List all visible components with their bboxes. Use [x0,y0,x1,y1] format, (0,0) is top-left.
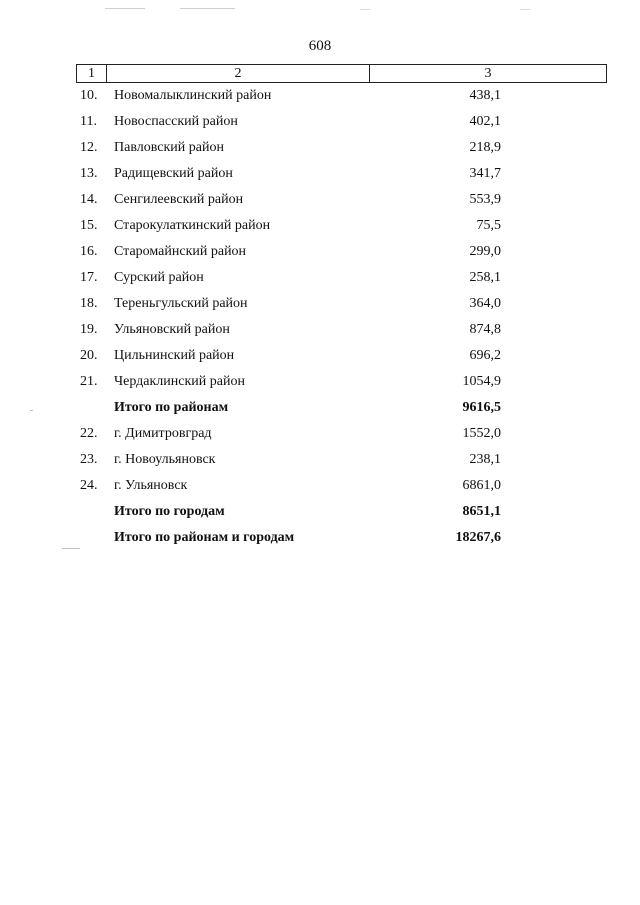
row-number: 24. [80,478,98,493]
row-value: 238,1 [469,452,501,467]
row-name: Ульяновский район [114,322,230,337]
row-value: 18267,6 [455,530,501,545]
row-value: 1552,0 [462,426,501,441]
row-name: Цильнинский район [114,348,235,363]
row-number: 14. [80,192,98,207]
table-body [0,82,640,550]
table-row [0,446,640,472]
row-name: Сурский район [114,270,204,285]
table-row [0,238,640,264]
table-row [0,160,640,186]
row-name: г. Димитровград [114,426,212,441]
table-row [0,212,640,238]
row-name: Новоспасский район [114,114,238,129]
row-value: 258,1 [469,270,501,285]
table-row [0,472,640,498]
table-row [0,342,640,368]
row-value: 218,9 [469,140,501,155]
row-number: 13. [80,166,98,181]
row-value: 8651,1 [462,504,501,519]
row-number: 23. [80,452,98,467]
table-row [0,264,640,290]
subtotal-row-cities [0,498,640,524]
header-col-value: 3 [484,66,492,81]
row-number: 12. [80,140,98,155]
row-number: 19. [80,322,98,337]
row-value: 75,5 [476,218,501,233]
row-value: 9616,5 [462,400,501,415]
row-value: 874,8 [469,322,501,337]
row-number: 18. [80,296,98,311]
table-row [0,290,640,316]
row-value: 6861,0 [462,478,501,493]
row-name: Старокулаткинский район [114,218,271,233]
row-number: 20. [80,348,98,363]
row-name: Итого по районам [114,400,229,415]
row-name: Старомайнский район [114,244,247,259]
row-value: 402,1 [469,114,501,129]
row-name: Чердаклинский район [114,374,245,389]
table-row [0,368,640,394]
row-name: Итого по городам [114,504,225,519]
subtotal-row-districts [0,394,640,420]
row-name: Радищевский район [114,166,233,181]
row-value: 1054,9 [462,374,501,389]
row-name: Новомалыклинский район [114,88,272,103]
page-number: 608 [308,38,332,54]
row-name: Итого по районам и городам [114,530,295,545]
table-row [0,316,640,342]
row-value: 696,2 [469,348,501,363]
table-row [0,108,640,134]
row-name: г. Ульяновск [114,478,188,493]
row-number: 11. [80,114,97,129]
table-header [76,64,607,83]
table-row [0,186,640,212]
table-row [0,82,640,108]
row-number: 22. [80,426,98,441]
table-row [0,420,640,446]
row-value: 341,7 [469,166,501,181]
header-col-name: 2 [107,65,370,82]
row-name: Тереньгульский район [114,296,248,311]
header-col-number: 1 [77,65,107,82]
row-name: г. Новоульяновск [114,452,216,467]
row-value: 299,0 [469,244,501,259]
table-row [0,134,640,160]
row-value: 438,1 [469,88,501,103]
row-number: 10. [80,88,98,103]
row-number: 21. [80,374,98,389]
row-number: 15. [80,218,98,233]
grand-total-row [0,524,640,550]
row-number: 17. [80,270,98,285]
row-value: 553,9 [469,192,501,207]
row-value: 364,0 [469,296,501,311]
row-name: Сенгилеевский район [114,192,244,207]
row-name: Павловский район [114,140,224,155]
row-number: 16. [80,244,98,259]
